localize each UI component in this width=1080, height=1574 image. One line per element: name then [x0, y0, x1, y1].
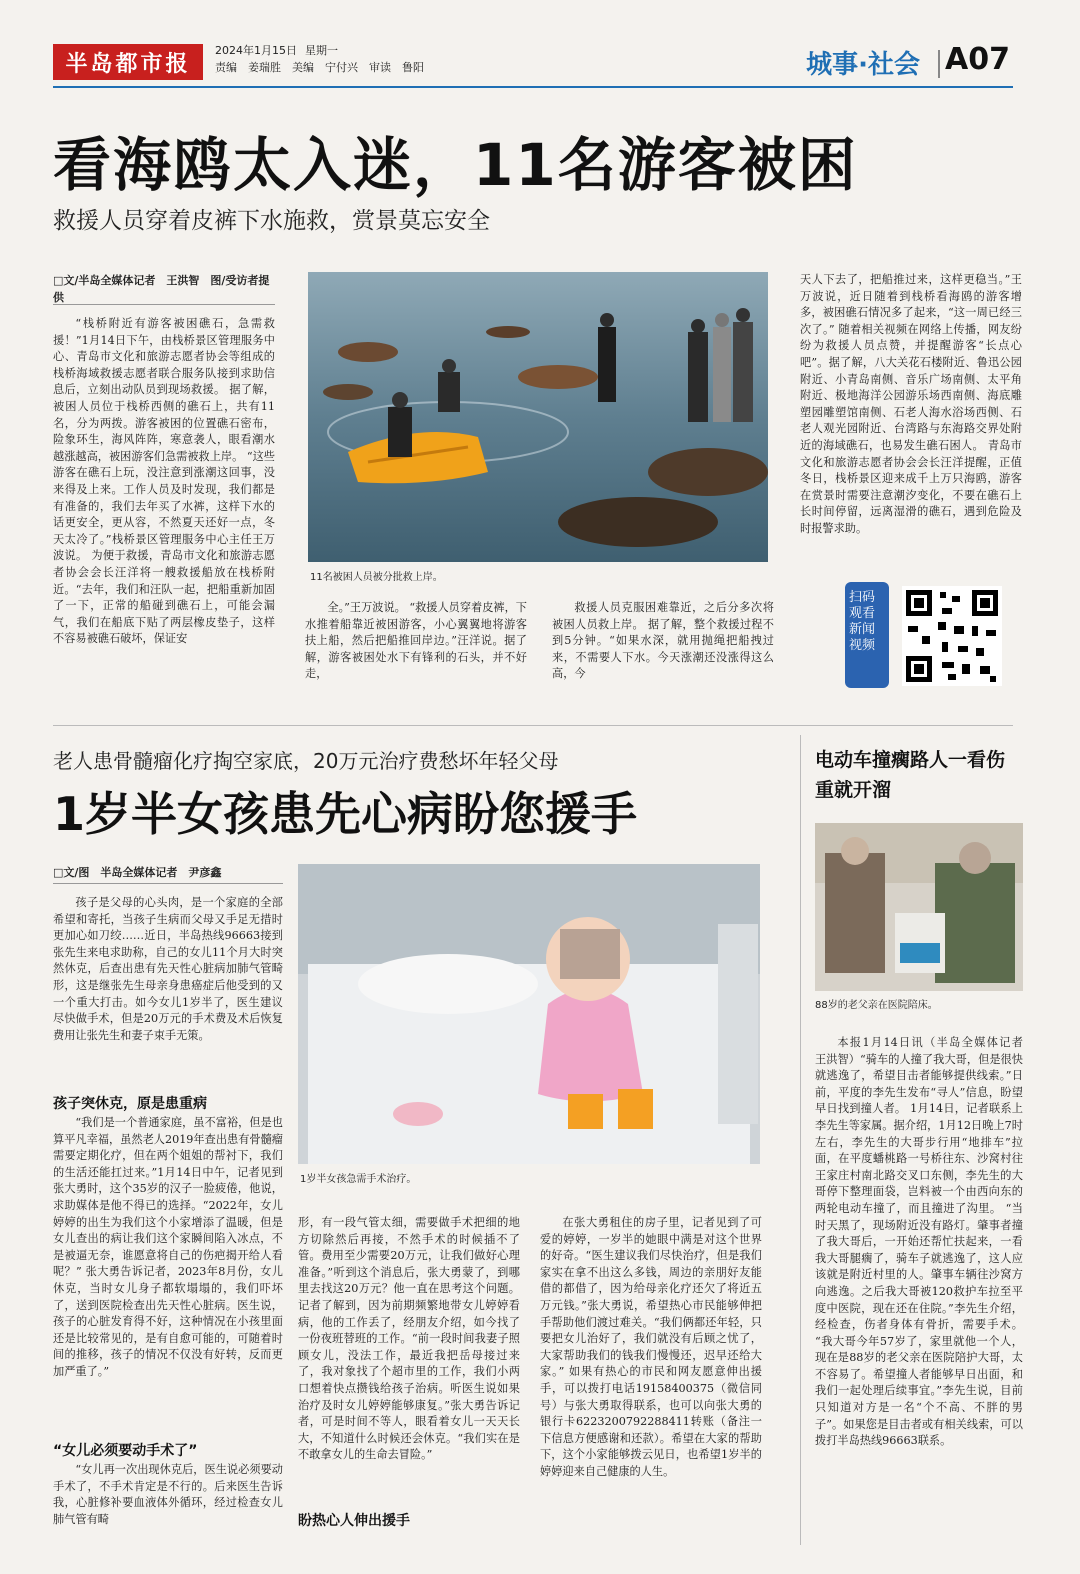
story3-body: 本报1月14日讯（半岛全媒体记者 王洪智）“骑车的人撞了我大哥，但是很快就逃逸了，希望目击者能够提供线索。”日前，平度的李先生发布“寻人”信息，盼望早日找到撞人者。 1月14日，记者联系上李先生等家属。据介绍，1月12日晚上7时左右，李先生的大哥步行用“地排车”拉面，在平度蟠桃路一号桥往东、沙窝村往王家庄村南北路交叉口东侧，李先生的大哥停下整理面袋，岂料被一个由西向东的两轮电动车撞了，而且撞进了沟里。 “当时天黑了，现场附近没有路灯。肇事者撞了我大哥后，一开始还帮忙扶起来，一看我大哥腿瘸了，骑车子就逃逸了，这人应该就是附近村里的人。肇事车辆往沙窝方向逃逸。之后我大哥被120救护车拉至平度中医院，现在还在住院。”李先生介绍，经检查，伤者身体有骨折，需要手术。 “我大哥今年57岁了，家里就他一个人，现在是88岁的老父亲在医院陪护大哥，太不容易了。希望撞人者能够早日出面，和我们一起处理后续事宜。”李先生说，目前只知道对方是一名“个不高、不胖的男子”。如果您是目击者或有相关线索，可以拨打半岛热线96663联系。	[815, 1036, 1035, 1448]
rescue-photo	[308, 272, 768, 562]
story1-column-2: 全。”王万波说。 “救援人员穿着皮裤，下水推着船靠近被困游客，小心翼翼地将游客扶上船，然后把船推回岸边。”汪洋说。据了解，游客被困处水下有锋利的石头，并不好走，	[305, 601, 527, 681]
story2-column-1-cont: “女儿再一次出现休克后，医生说必须要动手术了，不手术肯定是不行的。后来医生告诉我，心脏修补要血液体外循环，经过检查女儿肺气管有畸	[53, 1463, 283, 1526]
header-rule	[53, 86, 1013, 88]
issue-date: 2024年1月15日	[215, 44, 297, 57]
story1-column-1: “栈桥附近有游客被困礁石，急需救援！”1月14日下午，由栈桥景区管理服务中心、青岛市文化和旅游志愿者协会等组成的栈桥海域救援志愿者联合服务队接到求助信息后，立刻出动队员到现场救援。 据了解，被困人员位于栈桥西侧的礁石上，共有11名，分为两拨。游客被困的位置礁石密布，险象环生，海风阵阵，寒意袭人，眼看潮水越涨越高，被困游客们急需被救上岸。 “这些游客在礁石上玩，没注意到涨潮这回事，没来得及上来。工作人员及时发现，我们都是有准备的，我们去年买了水裤，这样下水的话更安全，更从容，不然夏天还好一点，冬天太冷了。”栈桥景区管理服务中心主任王万波说。 为便于救援，青岛市文化和旅游志愿者协会会长汪洋将一艘救援船放在栈桥附近。“去年，我们和汪队一起，把船重新加固了一下，正常的船碰到礁石上，可能会漏气，我们在船底下贴了两层橡皮垫子，这样不容易被礁石破坏，保证安	[53, 317, 275, 646]
header-meta	[215, 42, 424, 76]
section-name: 城事·社会	[806, 50, 920, 80]
father-photo-caption: 88岁的老父亲在医院陪床。	[815, 1000, 938, 1011]
story2-intro: 孩子是父母的心头肉，是一个家庭的全部希望和寄托，当孩子生病而父母又手足无措时更加心如刀绞……近日，半岛热线96663接到张先生来电求助称，自己的女儿11个月大时突然休克，后查出患有先天性心脏病加肺气管畸形，这是继张先生母亲身患癌症后他受到的又一个重大打击。如今女儿1岁半了，医生建议尽快做手术，但是20万元的手术费及术后恢复费用让张先生和妻子束手无策。	[53, 896, 283, 1042]
story2-column-2: 形，有一段气管太细，需要做手术把细的地方切除然后再接，不然手术的时候插不了管。费用至少需要20万元，让我们做好心理准备。”听到这个消息后，张大勇蒙了，到哪里去找这20万元？他一直在思考这个问题。 记者了解到，因为前期频繁地带女儿婷婷看病，他的工作丢了，经朋友介绍，如今找了一份夜班替班的工作。“前一段时间我妻子照顾女儿，没法工作，最近我把岳母接过来了，我对象找了个超市里的工作，我们小两口想着快点攒钱给孩子治病。听医生说如果治疗及时女儿婷婷能够康复。”张大勇告诉记者，可是时间不等人，眼看着女儿一天天长大，不知道什么时候还会休克。“我们实在是不敢拿女儿的生命去冒险。”	[298, 1216, 520, 1462]
section-separator	[938, 50, 940, 78]
story2-subhead-3: 盼热心人伸出援手	[298, 1513, 410, 1529]
byline-rule-2	[53, 883, 283, 884]
story2-byline: □文/图 半岛全媒体记者 尹彦鑫	[53, 866, 222, 879]
story2-headline: 1岁半女孩患先心病盼您援手	[53, 787, 638, 841]
story1-column-3: 救援人员克服困难靠近，之后分多次将被困人员救上岸。 据了解，整个救援过程不到5分钟。“如果水深，就用抛绳把船拽过来，不需要人下水。今天涨潮还没涨得这么高，今	[552, 601, 774, 681]
story2-subhead-1: 孩子突休克，原是患重病	[53, 1096, 207, 1112]
story1-column-4: 天人下去了，把船推过来，这样更稳当。”王万波说，近日随着到栈桥看海鸥的游客增多，被困礁石情况多了起来，“这一周已经三次了。” 随着相关视频在网络上传播，网友纷纷为救援人员点赞，并提醒游客“长点心吧”。据了解，八大关花石楼附近、鲁迅公园附近、小青岛南侧、音乐广场南侧、太平角附近、极地海洋公园游乐场西南侧、海底雕塑园雕塑馆南侧、石老人海水浴场西侧、石老人观光园附近、台湾路与东海路交界处附近的海域礁石，也易发生礁石困人。 青岛市文化和旅游志愿者协会会长汪洋提醒，正值冬日，栈桥景区迎来成千上万只海鸥，游客在赏景时需要注意潮汐变化，不要在礁石上长时间停留，远离湿滑的礁石，遇到危险及时报警求助。	[800, 273, 1022, 535]
story3-headline: 电动车撞瘸路人一看伤重就开溜	[815, 749, 1006, 801]
story-divider	[53, 725, 1013, 726]
girl-photo	[298, 864, 760, 1164]
issue-weekday: 星期一	[305, 44, 338, 57]
byline-rule	[53, 304, 275, 305]
qr-code-icon[interactable]	[902, 586, 1002, 686]
story2-subhead-2: “女儿必须要动手术了”	[53, 1443, 198, 1459]
story2-kicker: 老人患骨髓瘤化疗掏空家底，20万元治疗费愁坏年轻父母	[53, 749, 559, 773]
video-qr-label: 扫码观看新闻视频	[845, 582, 889, 688]
story1-headline: 看海鸥太入迷，11名游客被困	[53, 131, 858, 199]
father-photo	[815, 823, 1023, 991]
story2-column-3: 在张大勇租住的房子里，记者见到了可爱的婷婷，一岁半的她眼中满是对这个世界的好奇。“医生建议我们尽快治疗，但是我们家实在拿不出这么多钱，周边的亲朋好友能借的都借了，因为给母亲化疗还欠了将近五万元钱。”张大勇说，希望热心市民能够伸把手帮助他们渡过难关。“我们俩都还年轻，只要把女儿治好了，我们就没有后顾之忧了，大家帮助我们的钱我们慢慢还，迟早还给大家。” 如果有热心的市民和网友愿意伸出援手，可以拨打电话19158400375（微信同号）与张大勇取得联系，也可以向张大勇的银行卡6223200792288411转账（备注一下信息方便感谢和还款）。希望在大家的帮助下，这个小家能够拨云见日，也希望1岁半的婷婷迎来自己健康的人生。	[540, 1216, 762, 1478]
girl-photo-caption: 1岁半女孩急需手术治疗。	[300, 1174, 417, 1185]
rescue-photo-caption: 11名被困人员被分批救上岸。	[310, 572, 443, 583]
column-rule	[800, 735, 801, 1545]
staff-credits: 责编 姜瑞胜 美编 宁付兴 审读 鲁阳	[215, 61, 424, 74]
story1-subheadline: 救援人员穿着皮裤下水施救，赏景莫忘安全	[53, 208, 490, 234]
story2-column-1: “我们是一个普通家庭，虽不富裕，但是也算平凡幸福，虽然老人2019年查出患有骨髓瘤需要定期化疗，但在两个姐姐的帮衬下，我们的生活还能扛过来。”1月14日中午，记者见到张大勇时，这个35岁的汉子一脸疲倦，他说，求助媒体是他不得已的选择。“2022年，女儿婷婷的出生为我们这个小家增添了温暖，但是女儿查出的病让我们这个家瞬间陷入冰点，不是被逼无奈，谁愿意将自己的伤疤揭开给人看呢？” 张大勇告诉记者，2023年8月份，女儿休克，当时女儿身子都软塌塌的，我们吓坏了，送到医院检查出先天性心脏病。医生说，孩子的心脏发育得不好，这种情况在小孩里面还是比较常见的，是有自愈可能的，可随着时间的推移，孩子的情况不仅没有好转，反而更加严重了。”	[53, 1116, 283, 1378]
newspaper-logo: 半岛都市报	[53, 44, 203, 80]
story1-byline: □文/半岛全媒体记者 王洪智 图/受访者提供	[53, 274, 270, 304]
page-number: A07	[945, 42, 1010, 77]
